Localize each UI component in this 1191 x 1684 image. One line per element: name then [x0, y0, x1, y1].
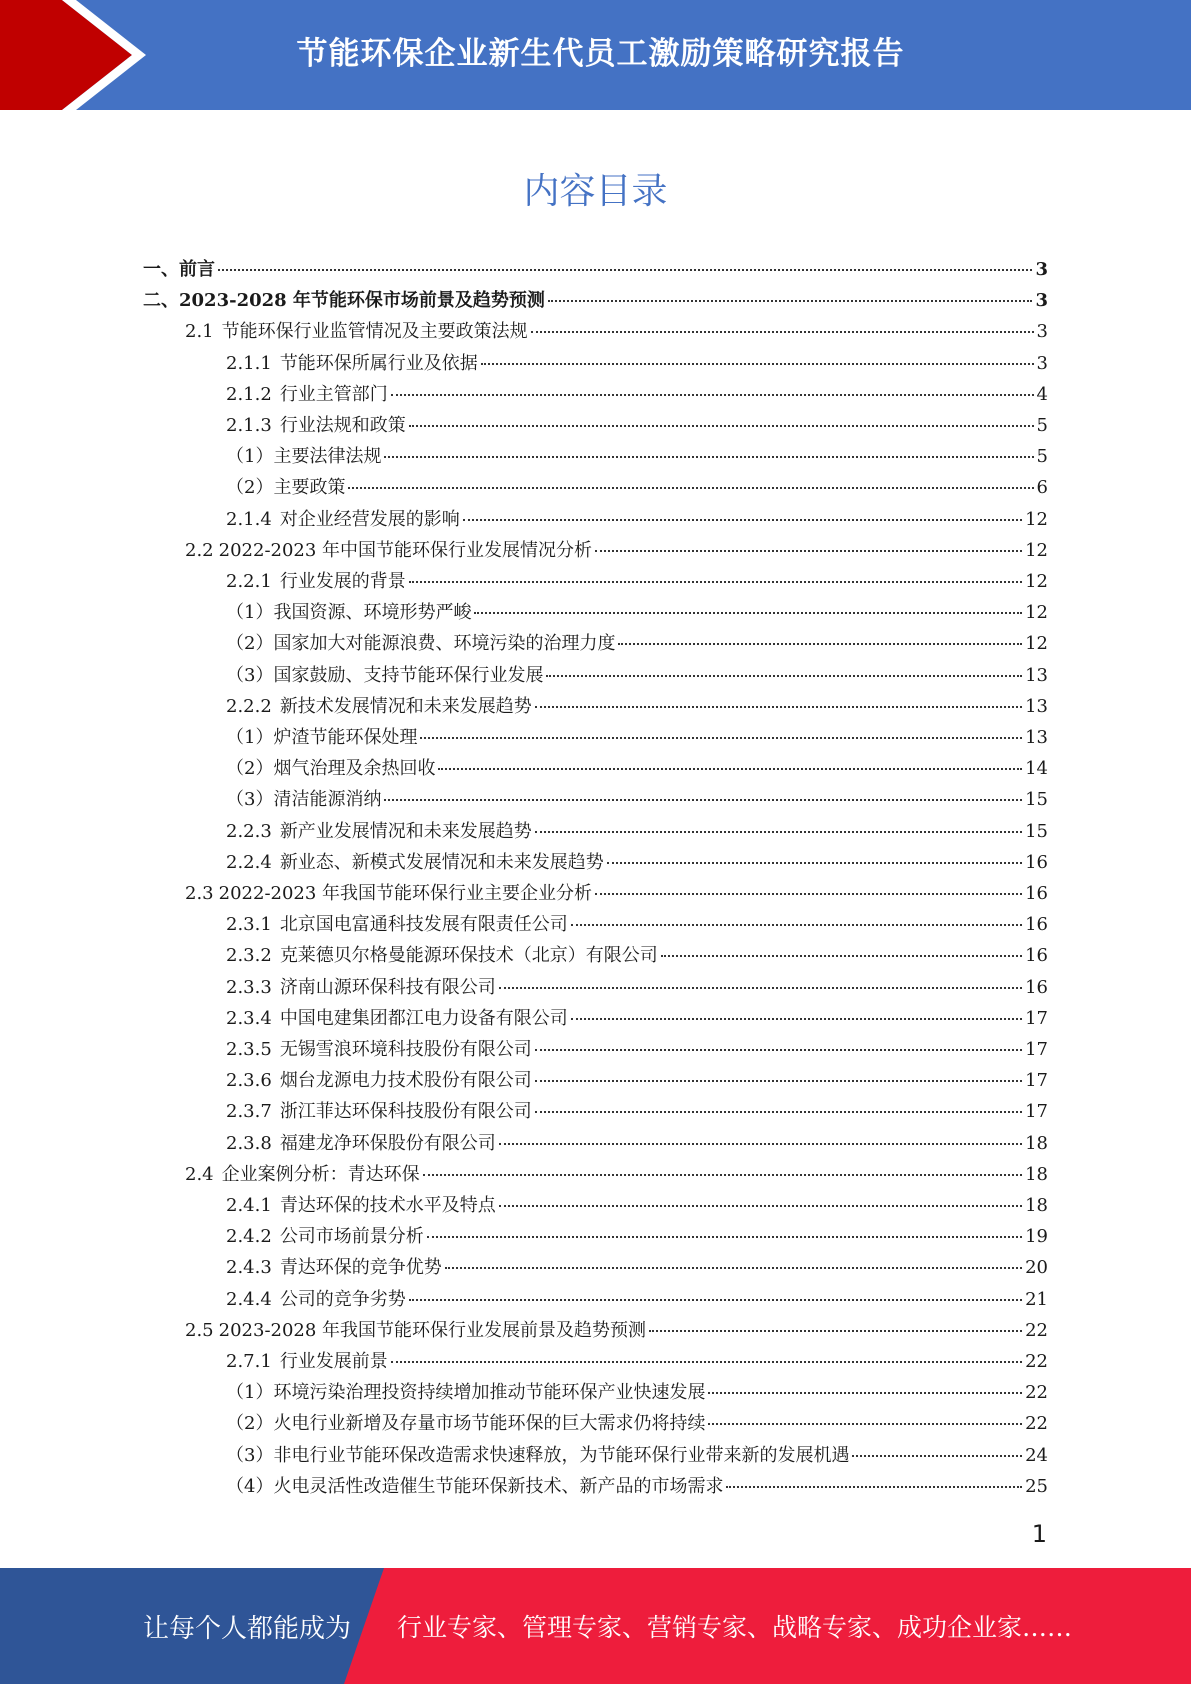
toc-entry-page: 22	[1025, 1319, 1048, 1341]
toc-entry-label: 企业案例分析：青达环保	[221, 1163, 420, 1185]
toc-entry-number: 2.3.8	[226, 1132, 272, 1154]
toc-dot-leader	[535, 831, 1022, 833]
toc-entry-page: 18	[1025, 1195, 1048, 1216]
toc-entry-number: （3）	[226, 789, 274, 811]
toc-entry-page: 15	[1025, 820, 1048, 842]
toc-entry-label: 行业法规和政策	[279, 415, 406, 436]
toc-entry-label: 青达环保的竞争优势	[279, 1257, 442, 1279]
toc-entry[interactable]	[226, 505, 1048, 536]
toc-entry[interactable]	[226, 629, 1048, 660]
toc-entry-page: 17	[1025, 1070, 1048, 1092]
footer-slogan-left: 让每个人都能成为	[143, 1614, 352, 1644]
toc-entry-number: 2.3.7	[226, 1101, 272, 1123]
toc-entry-number: 2.2.2	[226, 695, 272, 717]
toc-entry-page: 16	[1025, 945, 1048, 967]
toc-entry-label: 福建龙净环保股份有限公司	[279, 1132, 496, 1154]
toc-dot-leader	[481, 363, 1034, 365]
toc-entry-number: （3）	[226, 1444, 274, 1466]
toc-entry-number: （2）	[226, 477, 274, 499]
toc-dot-leader	[531, 331, 1034, 333]
toc-entry-page: 3	[1035, 259, 1048, 280]
toc-dot-leader	[391, 1361, 1022, 1363]
toc-dot-leader	[409, 425, 1034, 427]
toc-entry-page: 14	[1025, 758, 1048, 780]
toc-entry[interactable]	[226, 1066, 1048, 1097]
toc-entry-label: 行业主管部门	[279, 383, 388, 405]
toc-entry-page: 3	[1035, 290, 1048, 312]
toc-entry-label: 我国资源、环境形势严峻	[273, 602, 472, 624]
toc-entry-number: 2.2.1	[226, 571, 272, 592]
toc-entry-label: 济南山源环保科技有限公司	[279, 976, 496, 998]
toc-entry-page: 25	[1025, 1475, 1048, 1497]
toc-dot-leader	[571, 924, 1022, 926]
toc-entry[interactable]	[185, 1160, 1048, 1191]
toc-entry[interactable]	[226, 1004, 1048, 1035]
toc-entry[interactable]	[226, 692, 1048, 723]
toc-dot-leader	[595, 893, 1022, 895]
footer-slogan-right: 行业专家、管理专家、营销专家、战略专家、成功企业家……	[397, 1613, 1073, 1642]
toc-entry-page: 12	[1025, 602, 1048, 624]
toc-entry-label: 非电行业节能环保改造需求快速释放，为节能环保行业带来新的发展机遇	[273, 1444, 850, 1466]
toc-dot-leader	[384, 799, 1022, 801]
toc-entry-number: （1）	[226, 446, 274, 468]
toc-entry-number: （2）	[226, 1413, 274, 1435]
toc-entry-number: 2.3.1	[226, 914, 272, 936]
toc-entry-number: 2.4.4	[226, 1288, 272, 1310]
toc-entry-label: 主要政策	[273, 477, 346, 499]
toc-dot-leader	[546, 675, 1022, 677]
toc-entry[interactable]	[226, 1253, 1048, 1284]
toc-entry-page: 17	[1025, 1039, 1048, 1060]
toc-entry-label: 环境污染治理投资持续增加推动节能环保产业快速发展	[273, 1382, 706, 1404]
toc-entry-number: 2.3.4	[226, 1007, 272, 1029]
toc-entry-label: 国家鼓励、支持节能环保行业发展	[273, 664, 544, 686]
toc-entry-number: （1）	[226, 1382, 274, 1404]
toc-entry-page: 13	[1025, 695, 1048, 717]
toc-entry-page: 22	[1025, 1351, 1048, 1372]
toc-entry-page: 12	[1025, 508, 1048, 530]
toc-entry-label: 2023-2028 年节能环保市场前景及趋势预测	[179, 290, 545, 312]
toc-entry-number: （2）	[226, 758, 274, 780]
toc-entry-page: 16	[1025, 914, 1048, 936]
toc-entry-number: 2.4.3	[226, 1257, 272, 1279]
toc-entry[interactable]	[226, 1378, 1048, 1409]
toc-entry-label: 行业发展的背景	[279, 571, 406, 592]
toc-entry[interactable]	[226, 910, 1048, 941]
toc-entry-page: 16	[1025, 883, 1048, 904]
toc-entry-label: 前言	[179, 259, 215, 280]
toc-entry-label: 烟台龙源电力技术股份有限公司	[279, 1070, 532, 1092]
toc-entry-page: 22	[1025, 1382, 1048, 1404]
toc-entry[interactable]	[226, 941, 1048, 972]
toc-entry[interactable]	[185, 1316, 1048, 1347]
toc-entry[interactable]	[226, 1347, 1048, 1378]
toc-entry[interactable]	[226, 1129, 1048, 1160]
toc-entry[interactable]	[226, 598, 1048, 629]
toc-dot-leader	[409, 1299, 1022, 1301]
toc-entry-label: 新业态、新模式发展情况和未来发展趋势	[279, 851, 604, 873]
toc-dot-leader	[535, 1049, 1022, 1051]
toc-entry-label: 炉渣节能环保处理	[273, 727, 418, 748]
toc-dot-leader	[384, 456, 1033, 458]
toc-entry[interactable]	[226, 754, 1048, 785]
toc-entry[interactable]	[226, 1409, 1048, 1440]
toc-entry-page: 3	[1036, 321, 1048, 343]
toc-entry-page: 17	[1025, 1101, 1048, 1123]
toc-entry-number: 2.1.1	[226, 352, 272, 374]
toc-entry-label: 2022-2023 年我国节能环保行业主要企业分析	[218, 883, 593, 904]
report-title: 节能环保企业新生代员工激励策略研究报告	[296, 36, 905, 72]
toc-entry[interactable]	[185, 317, 1048, 348]
toc-entry-number: 2.3.6	[226, 1070, 272, 1092]
toc-entry[interactable]	[185, 536, 1048, 567]
toc-entry-page: 5	[1036, 446, 1048, 468]
toc-dot-leader	[708, 1392, 1022, 1394]
toc-entry-page: 17	[1025, 1007, 1048, 1029]
toc-dot-leader	[607, 862, 1022, 864]
toc-entry-label: 火电行业新增及存量市场节能环保的巨大需求仍将持续	[273, 1413, 706, 1435]
toc-entry-label: 烟气治理及余热回收	[273, 758, 436, 780]
toc-dot-leader	[348, 487, 1033, 489]
toc-entry-number: 2.3.5	[226, 1039, 272, 1060]
toc-entry[interactable]	[226, 1285, 1048, 1316]
toc-dot-leader	[420, 737, 1022, 739]
toc-dot-leader	[595, 550, 1022, 552]
toc-entry-number: 2.2.4	[226, 851, 272, 873]
toc-entry-number: 2.1.4	[226, 508, 272, 530]
toc-entry-label: 节能环保行业监管情况及主要政策法规	[221, 321, 528, 343]
toc-entry-page: 16	[1025, 851, 1048, 873]
toc-dot-leader	[427, 1236, 1022, 1238]
toc-entry-page: 3	[1036, 352, 1048, 374]
toc-entry-page: 15	[1025, 789, 1048, 811]
toc-entry-page: 13	[1025, 664, 1048, 686]
toc-entry-label: 浙江菲达环保科技股份有限公司	[279, 1101, 532, 1123]
toc-dot-leader	[445, 1267, 1022, 1269]
toc-dot-leader	[571, 1018, 1022, 1020]
toc-entry[interactable]	[226, 442, 1048, 473]
toc-entry-label: 新技术发展情况和未来发展趋势	[279, 695, 532, 717]
toc-entry-label: 青达环保的技术水平及特点	[279, 1195, 496, 1216]
toc-entry-number: 二、	[143, 290, 179, 312]
toc-entry-page: 12	[1025, 633, 1048, 655]
toc-entry-number: 2.3.2	[226, 945, 272, 967]
toc-heading: 内容目录	[523, 171, 668, 212]
toc-entry-label: 主要法律法规	[273, 446, 382, 468]
toc-entry-number: 2.4	[185, 1163, 214, 1185]
toc-entry-page: 18	[1025, 1132, 1048, 1154]
toc-entry-page: 22	[1025, 1413, 1048, 1435]
toc-dot-leader	[218, 269, 1032, 271]
toc-entry[interactable]	[226, 1441, 1048, 1472]
toc-entry[interactable]	[226, 661, 1048, 692]
toc-entry-page: 12	[1025, 539, 1048, 561]
toc-dot-leader	[618, 643, 1022, 645]
toc-entry-number: 2.5	[185, 1319, 214, 1341]
toc-dot-leader	[649, 1330, 1022, 1332]
toc-dot-leader	[409, 581, 1022, 583]
toc-dot-leader	[535, 1111, 1022, 1113]
header-banner	[0, 0, 1191, 110]
toc-entry-number: 2.4.1	[226, 1195, 272, 1216]
toc-dot-leader	[535, 706, 1022, 708]
toc-entry-label: 公司的竞争劣势	[279, 1288, 406, 1310]
toc-entry-label: 新产业发展情况和未来发展趋势	[279, 820, 532, 842]
toc-entry-number: 2.3.3	[226, 976, 272, 998]
toc-entry-label: 火电灵活性改造催生节能环保新技术、新产品的市场需求	[273, 1475, 724, 1497]
toc-entry[interactable]	[143, 286, 1048, 317]
toc-entry[interactable]	[143, 255, 1048, 286]
toc-entry-label: 中国电建集团都江电力设备有限公司	[279, 1007, 568, 1029]
toc-entry-number: 2.1.3	[226, 415, 272, 436]
toc-dot-leader	[391, 394, 1034, 396]
toc-entry-label: 节能环保所属行业及依据	[279, 352, 478, 374]
toc-dot-leader	[474, 612, 1022, 614]
toc-entry-number: 2.2.3	[226, 820, 272, 842]
toc-entry-number: 2.1	[185, 321, 214, 343]
toc-entry-label: 2023-2028 年我国节能环保行业发展前景及趋势预测	[218, 1319, 647, 1341]
toc-entry[interactable]	[226, 1222, 1048, 1253]
toc-dot-leader	[423, 1174, 1022, 1176]
toc-dot-leader	[852, 1455, 1022, 1457]
toc-dot-leader	[548, 300, 1033, 302]
toc-entry-label: 克莱德贝尔格曼能源环保技术（北京）有限公司	[279, 945, 658, 967]
toc-dot-leader	[499, 1205, 1022, 1207]
toc-entry-label: 北京国电富通科技发展有限责任公司	[279, 914, 568, 936]
toc-entry[interactable]	[226, 723, 1048, 754]
toc-entry[interactable]	[226, 785, 1048, 816]
toc-entry[interactable]	[226, 349, 1048, 380]
toc-entry[interactable]	[185, 879, 1048, 910]
toc-entry[interactable]	[226, 848, 1048, 879]
footer-banner	[0, 1568, 1191, 1684]
toc-entry-page: 21	[1025, 1288, 1048, 1310]
toc-entry-label: 公司市场前景分析	[279, 1226, 424, 1248]
toc-entry-page: 5	[1036, 415, 1048, 436]
toc-entry-number: 2.4.2	[226, 1226, 272, 1248]
toc-entry-label: 清洁能源消纳	[273, 789, 382, 811]
toc-entry-number: 2.1.2	[226, 383, 272, 405]
toc-entry[interactable]	[226, 1097, 1048, 1128]
toc-dot-leader	[661, 955, 1022, 957]
toc-entry-page: 19	[1025, 1226, 1048, 1248]
toc-dot-leader	[463, 519, 1022, 521]
toc-entry[interactable]	[226, 1472, 1048, 1503]
toc-entry-label: 行业发展前景	[279, 1351, 388, 1372]
toc-entry[interactable]	[226, 411, 1048, 442]
toc-entry-page: 20	[1025, 1257, 1048, 1279]
toc-entry-label: 国家加大对能源浪费、环境污染的治理力度	[273, 633, 616, 655]
toc-entry[interactable]	[226, 473, 1048, 504]
toc-entry-number: （3）	[226, 664, 274, 686]
toc-entry-number: 一、	[143, 259, 179, 280]
toc-entry-label: 2022-2023 年中国节能环保行业发展情况分析	[218, 539, 593, 561]
toc-entry-number: 2.3	[185, 883, 214, 904]
toc-entry[interactable]	[226, 1191, 1048, 1222]
toc-entry[interactable]	[226, 380, 1048, 411]
toc-dot-leader	[499, 987, 1022, 989]
toc-entry[interactable]	[226, 1035, 1048, 1066]
toc-entry-page: 4	[1036, 383, 1048, 405]
toc-entry-label: 对企业经营发展的影响	[279, 508, 460, 530]
toc-entry-number: （2）	[226, 633, 274, 655]
toc-entry-number: 2.2	[185, 539, 214, 561]
toc-entry-page: 12	[1025, 571, 1048, 592]
toc-dot-leader	[499, 1143, 1022, 1145]
toc-entry-number: （1）	[226, 602, 274, 624]
toc-entry-page: 18	[1025, 1163, 1048, 1185]
toc-entry-page: 6	[1036, 477, 1048, 499]
toc-entry-page: 24	[1025, 1444, 1048, 1466]
toc-entry[interactable]	[226, 973, 1048, 1004]
toc-entry-number: 2.7.1	[226, 1351, 272, 1372]
toc-entry-number: （4）	[226, 1475, 274, 1497]
toc-entry[interactable]	[226, 567, 1048, 598]
page-number: 1	[1031, 1520, 1047, 1548]
toc-dot-leader	[708, 1423, 1022, 1425]
toc-entry-page: 16	[1025, 976, 1048, 998]
toc-dot-leader	[438, 768, 1022, 770]
toc-dot-leader	[535, 1080, 1022, 1082]
toc-entry-label: 无锡雪浪环境科技股份有限公司	[279, 1039, 532, 1060]
toc-dot-leader	[726, 1486, 1022, 1488]
toc-entry-page: 13	[1025, 727, 1048, 748]
toc-entry[interactable]	[226, 817, 1048, 848]
toc-entry-number: （1）	[226, 727, 274, 748]
